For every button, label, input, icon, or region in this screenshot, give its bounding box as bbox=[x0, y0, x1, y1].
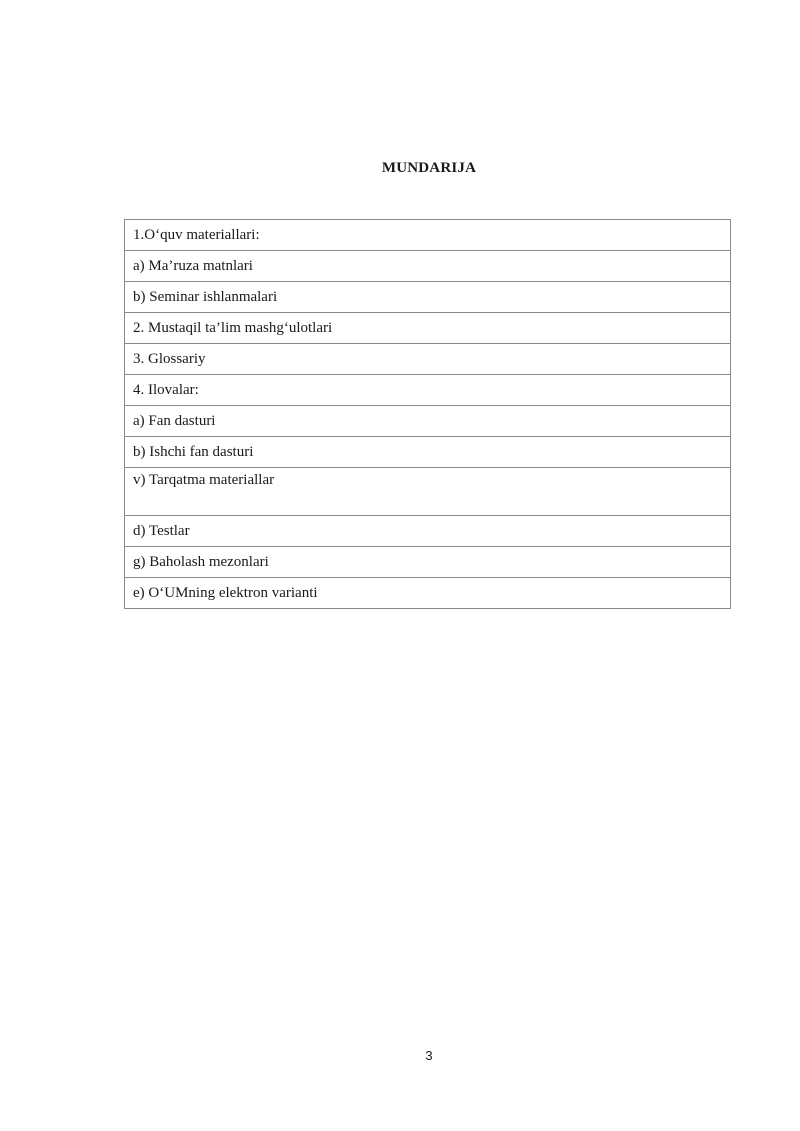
table-row bbox=[125, 468, 731, 516]
toc-entry: a) Fan dasturi bbox=[125, 406, 731, 437]
toc-entry: v) Tarqatma materiallar bbox=[125, 468, 731, 516]
toc-entry: d) Testlar bbox=[125, 516, 731, 547]
toc-entry: 2. Mustaqil ta’lim mashg‘ulotlari bbox=[125, 313, 731, 344]
table-row bbox=[125, 344, 731, 375]
table-row bbox=[125, 375, 731, 406]
toc-entry: b) Seminar ishlanmalari bbox=[125, 282, 731, 313]
table-row bbox=[125, 313, 731, 344]
table-row bbox=[125, 547, 731, 578]
toc-entry: 4. Ilovalar: bbox=[125, 375, 731, 406]
table-row bbox=[125, 578, 731, 609]
table-row bbox=[125, 282, 731, 313]
toc-entry: 3. Glossariy bbox=[125, 344, 731, 375]
table-row bbox=[125, 251, 731, 282]
toc-entry: b) Ishchi fan dasturi bbox=[125, 437, 731, 468]
page-number: 3 bbox=[425, 1048, 433, 1063]
toc-entry: g) Baholash mezonlari bbox=[125, 547, 731, 578]
table-of-contents bbox=[124, 219, 731, 609]
table-row bbox=[125, 516, 731, 547]
table-row bbox=[125, 437, 731, 468]
toc-entry: a) Ma’ruza matnlari bbox=[125, 251, 731, 282]
table-row bbox=[125, 406, 731, 437]
toc-entry: e) O‘UMning elektron varianti bbox=[125, 578, 731, 609]
page-title: MUNDARIJA bbox=[381, 160, 477, 176]
toc-entry: 1.O‘quv materiallari: bbox=[125, 220, 731, 251]
table-row bbox=[125, 220, 731, 251]
